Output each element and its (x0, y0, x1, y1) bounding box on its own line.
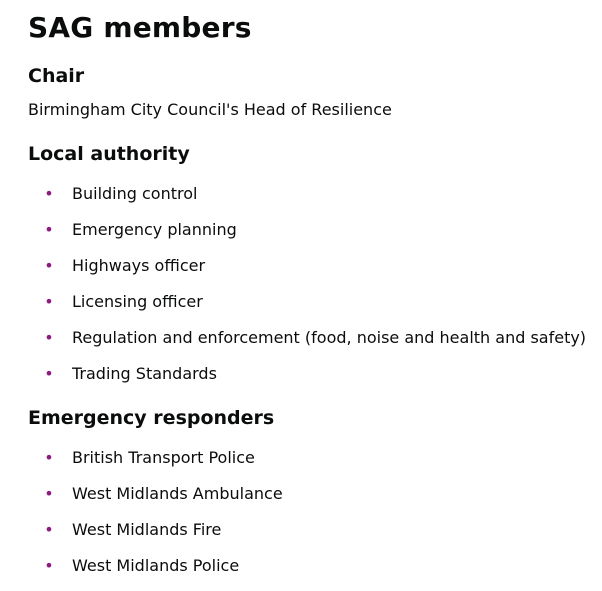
emergency-responders-list (28, 447, 283, 591)
local-authority-list (28, 183, 586, 399)
list-item-label: West Midlands Ambulance (72, 484, 283, 503)
bullet-icon: • (44, 292, 54, 311)
bullet-icon: • (44, 256, 54, 275)
list-item (28, 483, 283, 519)
bullet-icon: • (44, 184, 54, 203)
list-item (28, 291, 586, 327)
list-item-label: Trading Standards (72, 364, 217, 383)
list-item (28, 519, 283, 555)
bullet-icon: • (44, 556, 54, 575)
bullet-icon: • (44, 484, 54, 503)
list-item-label: British Transport Police (72, 448, 255, 467)
list-item-label: Emergency planning (72, 220, 237, 239)
list-item (28, 327, 586, 363)
bullet-icon: • (44, 220, 54, 239)
list-item-label: West Midlands Fire (72, 520, 222, 539)
bullet-icon: • (44, 448, 54, 467)
list-item (28, 183, 586, 219)
list-item-label: Highways officer (72, 256, 206, 275)
list-item-label: West Midlands Police (72, 556, 240, 575)
page-title: SAG members (28, 11, 252, 44)
list-item-label: Regulation and enforcement (food, noise and health and safety) (72, 328, 587, 347)
chair-text: Birmingham City Council's Head of Resilience (28, 100, 392, 119)
bullet-icon: • (44, 364, 54, 383)
list-item (28, 555, 283, 591)
list-item-label: Building control (72, 184, 198, 203)
local-authority-heading: Local authority (28, 143, 190, 165)
list-item (28, 219, 586, 255)
bullet-icon: • (44, 328, 54, 347)
bullet-icon: • (44, 520, 54, 539)
list-item (28, 255, 586, 291)
list-item-label: Licensing officer (72, 292, 203, 311)
list-item (28, 447, 283, 483)
chair-heading: Chair (28, 65, 85, 87)
list-item (28, 363, 586, 399)
emergency-responders-heading: Emergency responders (28, 407, 275, 429)
